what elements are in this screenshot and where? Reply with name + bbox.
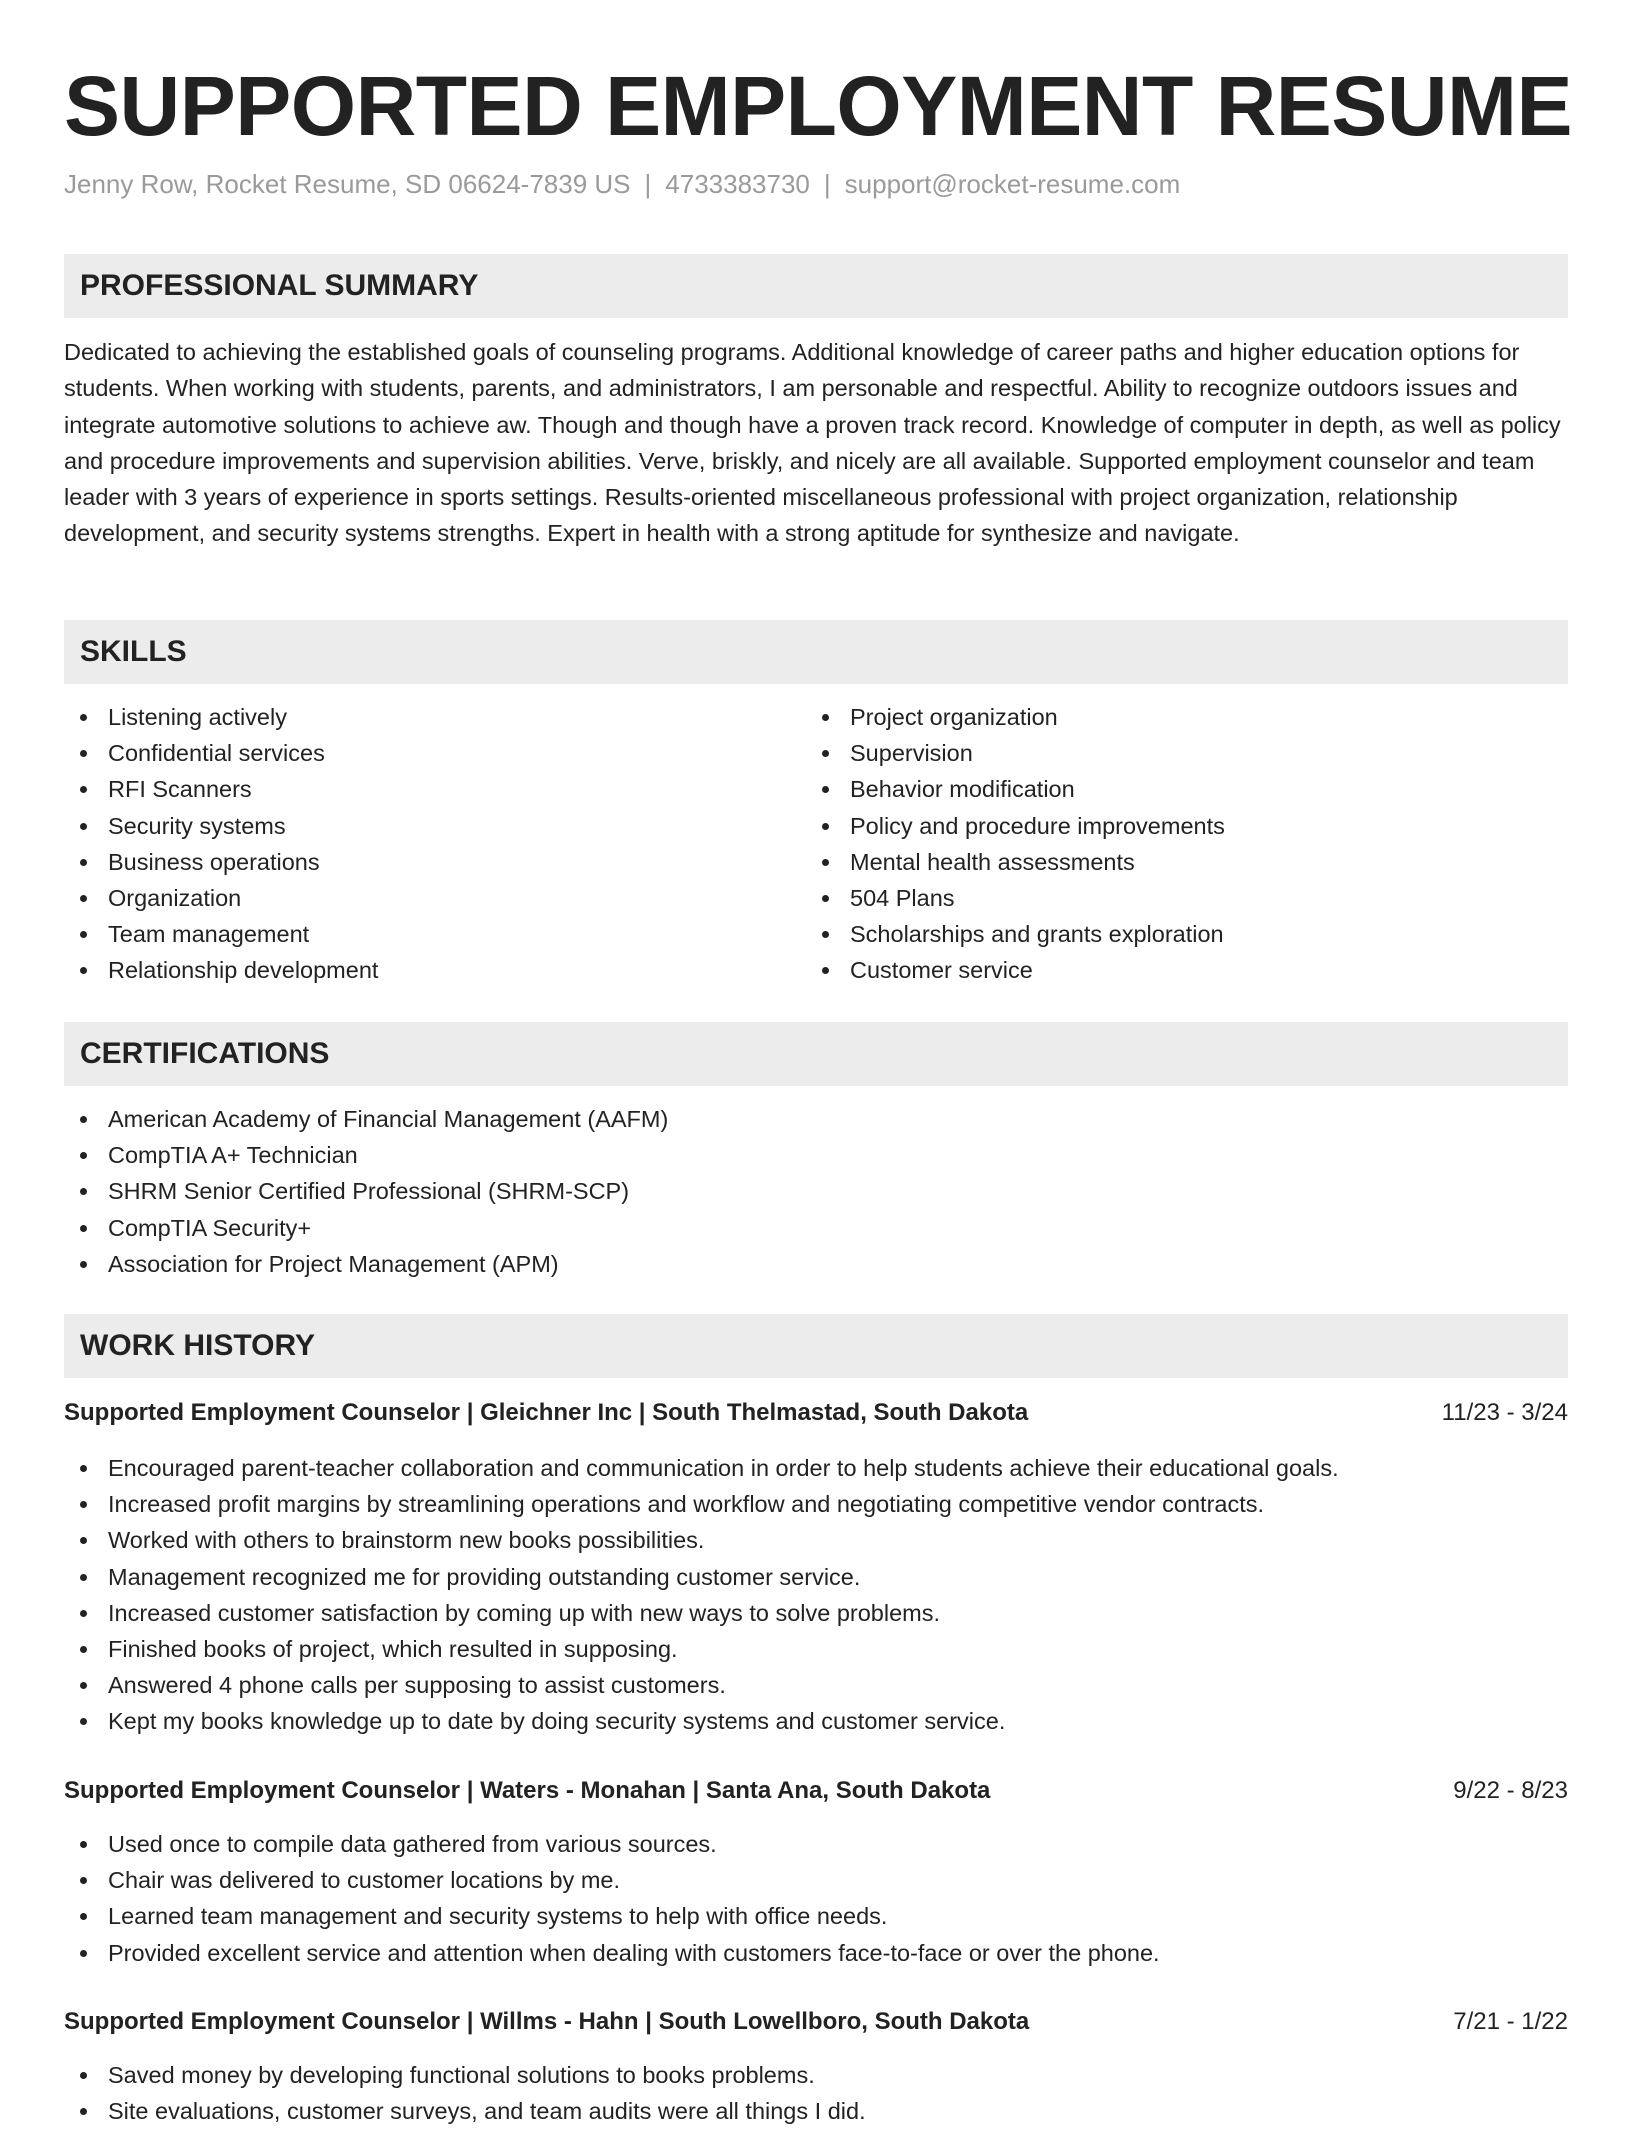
job-dates: 11/23 - 3/24 (1441, 1399, 1568, 1426)
skill-item: Business operations (64, 844, 804, 880)
contact-separator: | (823, 169, 831, 199)
skill-item: Policy and procedure improvements (806, 808, 1546, 844)
certification-item: American Academy of Financial Management (AAFM) (64, 1101, 668, 1137)
job-bullet: Answered 4 phone calls per supposing to assist customers. (64, 1667, 1339, 1703)
job-heading (64, 2004, 1568, 2040)
certifications-list (64, 1101, 668, 1282)
resume-title: SUPPORTED EMPLOYMENT RESUME (64, 59, 1572, 153)
job-bullet-list (64, 2057, 866, 2129)
section-heading: SKILLS (80, 635, 187, 668)
certification-item: CompTIA A+ Technician (64, 1137, 668, 1173)
section-header-certifications (64, 1022, 1568, 1086)
skill-item: Organization (64, 880, 804, 916)
job-bullet: Saved money by developing functional solutions to books problems. (64, 2057, 866, 2093)
certification-item: SHRM Senior Certified Professional (SHRM-SCP) (64, 1173, 668, 1209)
job-heading (64, 1773, 1568, 1809)
section-heading: PROFESSIONAL SUMMARY (80, 269, 479, 302)
skills-list-left (64, 699, 804, 989)
certification-item: CompTIA Security+ (64, 1210, 668, 1246)
skill-item: Project organization (806, 699, 1546, 735)
job-dates: 9/22 - 8/23 (1453, 1777, 1568, 1804)
job-bullet: Provided excellent service and attention when dealing with customers face-to-face or over the phone. (64, 1935, 1160, 1971)
certification-item: Association for Project Management (APM) (64, 1246, 668, 1282)
summary-text: Dedicated to achieving the established goals of counseling programs. Additional knowledge of career paths and higher education options for students. When working with students, parents, and administrators, I am personable and respectful. Ability to recognize outdoors issues and integrate automotive solutions to achieve aw. Though and though have a proven track record. Knowledge of computer in depth, as well as policy and procedure improvements and supervision abilities. Verve, briskly, and nicely are all available. Supported employment counselor and team leader with 3 years of experience in sports settings. Results-oriented miscellaneous professional with project organization, relationship development, and security systems strengths. Expert in health with a strong aptitude for synthesize and navigate. (64, 339, 1561, 547)
job-bullet: Increased customer satisfaction by coming up with new ways to solve problems. (64, 1595, 1339, 1631)
skill-item: Listening actively (64, 699, 804, 735)
contact-address: Jenny Row, Rocket Resume, SD 06624-7839 US (64, 169, 631, 199)
skills-list-right (806, 699, 1546, 989)
job-heading (64, 1395, 1568, 1431)
section-heading: WORK HISTORY (80, 1329, 316, 1362)
job-dates: 7/21 - 1/22 (1453, 2008, 1568, 2035)
job-bullet: Used once to compile data gathered from various sources. (64, 1826, 1160, 1862)
skill-item: Supervision (806, 735, 1546, 771)
section-header-summary (64, 254, 1568, 318)
job-bullet-list (64, 1450, 1339, 1740)
job-title: Supported Employment Counselor | Willms - Hahn | South Lowellboro, South Dakota (64, 2008, 1030, 2035)
contact-line (64, 166, 1180, 202)
job-bullet: Site evaluations, customer surveys, and team audits were all things I did. (64, 2093, 866, 2129)
job-bullet: Worked with others to brainstorm new books possibilities. (64, 1522, 1339, 1558)
job-bullet: Chair was delivered to customer locations by me. (64, 1862, 1160, 1898)
skill-item: Customer service (806, 952, 1546, 988)
section-header-skills (64, 620, 1568, 684)
job-title: Supported Employment Counselor | Gleichner Inc | South Thelmastad, South Dakota (64, 1399, 1029, 1426)
job-bullet: Kept my books knowledge up to date by doing security systems and customer service. (64, 1703, 1339, 1739)
job-bullet: Increased profit margins by streamlining operations and workflow and negotiating competitive vendor contracts. (64, 1486, 1339, 1522)
skill-item: Confidential services (64, 735, 804, 771)
skill-item: Mental health assessments (806, 844, 1546, 880)
skill-item: Relationship development (64, 952, 804, 988)
skill-item: Security systems (64, 808, 804, 844)
job-bullet: Learned team management and security systems to help with office needs. (64, 1898, 1160, 1934)
skill-item: Behavior modification (806, 771, 1546, 807)
skill-item: Scholarships and grants exploration (806, 916, 1546, 952)
job-bullet: Encouraged parent-teacher collaboration and communication in order to help students achieve their educational goals. (64, 1450, 1339, 1486)
job-bullet-list (64, 1826, 1160, 1971)
job-bullet: Finished books of project, which resulted in supposing. (64, 1631, 1339, 1667)
section-header-work-history (64, 1314, 1568, 1378)
skill-item: 504 Plans (806, 880, 1546, 916)
skill-item: Team management (64, 916, 804, 952)
section-heading: CERTIFICATIONS (80, 1037, 330, 1070)
skill-item: RFI Scanners (64, 771, 804, 807)
job-bullet: Management recognized me for providing outstanding customer service. (64, 1559, 1339, 1595)
job-title: Supported Employment Counselor | Waters - Monahan | Santa Ana, South Dakota (64, 1777, 991, 1804)
contact-separator: | (644, 169, 652, 199)
contact-phone: 4733383730 (665, 169, 810, 199)
contact-email: support@rocket-resume.com (844, 169, 1181, 199)
